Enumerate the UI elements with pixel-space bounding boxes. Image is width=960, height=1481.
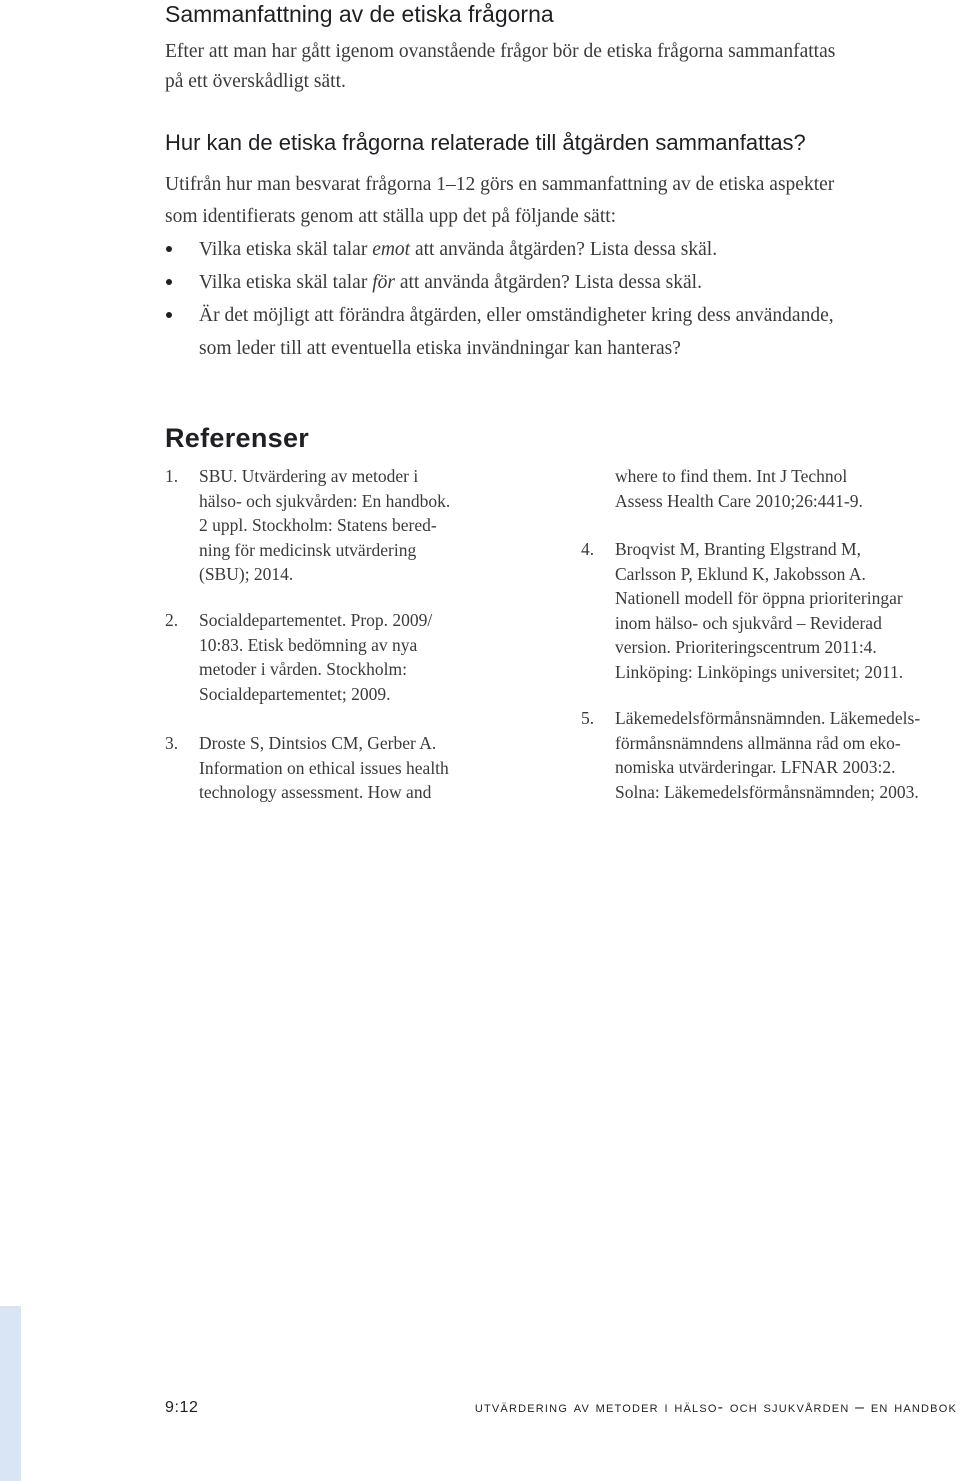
summary-paragraph	[165, 169, 945, 233]
reference-line: Droste S, Dintsios CM, Gerber A.	[199, 733, 437, 753]
intro-line: på ett överskådligt sätt.	[165, 71, 346, 92]
reference-line: inom hälso- och sjukvård – Reviderad	[615, 612, 882, 633]
intro-line: Efter att man har gått igenom ovanstående frågor bör de etiska frågorna sammanfattas	[165, 41, 836, 62]
bullet-emphasis: emot	[372, 239, 411, 260]
bullet-emphasis: för	[372, 272, 395, 293]
running-title: utvärdering av metoder i hälso- och sjukvården – en handbok	[474, 1399, 957, 1416]
reference-number: 4.	[581, 539, 595, 559]
margin-color-bar	[0, 1306, 21, 1481]
reference-line: ning för medicinsk utvärdering	[199, 539, 417, 560]
reference-line: förmånsnämndens allmänna råd om eko-	[615, 732, 901, 753]
reference-line: Assess Health Care 2010;26:441-9.	[615, 490, 863, 511]
reference-line: 10:83. Etisk bedömning av nya	[199, 634, 418, 655]
bullet-text: att använda åtgärden? Lista dessa skäl.	[394, 272, 702, 293]
subheading-question: Hur kan de etiska frågorna relaterade till åtgärden sammanfattas?	[165, 130, 806, 155]
reference-line: where to find them. Int J Technol	[615, 466, 848, 486]
bullet-text: att använda åtgärden? Lista dessa skäl.	[410, 239, 718, 260]
bullet-list	[165, 233, 955, 365]
reference-line: version. Prioriteringscentrum 2011:4.	[615, 637, 877, 657]
reference-line: Nationell modell för öppna prioriteringar	[615, 588, 903, 608]
intro-paragraph	[165, 37, 945, 97]
bullet-dot-icon	[166, 312, 172, 318]
bullet-item	[165, 299, 955, 365]
reference-line: (SBU); 2014.	[199, 564, 294, 584]
paragraph-line: Utifrån hur man besvarat frågorna 1–12 görs en sammanfattning av de etiska aspekter	[165, 174, 835, 195]
section-heading-summary: Sammanfattning av de etiska frågorna	[165, 1, 554, 27]
reference-line: SBU. Utvärdering av metoder i	[199, 466, 419, 486]
reference-line: Socialdepartementet. Prop. 2009/	[199, 610, 433, 630]
reference-number: 5.	[581, 708, 595, 728]
bullet-dot-icon	[166, 246, 172, 252]
bullet-text: Är det möjligt att förändra åtgärden, eller omständigheter kring dess användande,	[199, 305, 834, 326]
reference-line: Solna: Läkemedelsförmånsnämnden; 2003.	[615, 781, 919, 802]
bullet-item	[165, 266, 955, 299]
bullet-text: som leder till att eventuella etiska invändningar kan hanteras?	[199, 338, 681, 359]
reference-line: Broqvist M, Branting Elgstrand M,	[615, 539, 861, 559]
reference-line: Linköping: Linköpings universitet; 2011.	[615, 661, 904, 682]
bullet-text: Vilka etiska skäl talar	[199, 239, 373, 260]
reference-line: metoder i vården. Stockholm:	[199, 659, 408, 679]
reference-line: 2 uppl. Stockholm: Statens bered-	[199, 515, 437, 535]
reference-number: 3.	[165, 733, 179, 753]
reference-line: Läkemedelsförmånsnämnden. Läkemedels-	[615, 708, 921, 728]
reference-line: Carlsson P, Eklund K, Jakobsson A.	[615, 563, 866, 584]
reference-line: Information on ethical issues health	[199, 757, 449, 778]
paragraph-line: som identifierats genom att ställa upp det på följande sätt:	[165, 206, 617, 227]
bullet-text: Vilka etiska skäl talar	[199, 272, 373, 293]
reference-line: hälso- och sjukvården: En handbok.	[199, 490, 451, 511]
references-heading: Referenser	[165, 423, 310, 453]
bullet-item	[165, 233, 955, 266]
reference-line: technology assessment. How and	[199, 782, 432, 802]
page-number: 9:12	[165, 1399, 199, 1416]
reference-number: 1.	[165, 466, 179, 486]
reference-line: nomiska utvärderingar. LFNAR 2003:2.	[615, 757, 896, 777]
bullet-dot-icon	[166, 279, 172, 285]
reference-line: Socialdepartementet; 2009.	[199, 683, 391, 704]
reference-number: 2.	[165, 610, 179, 630]
